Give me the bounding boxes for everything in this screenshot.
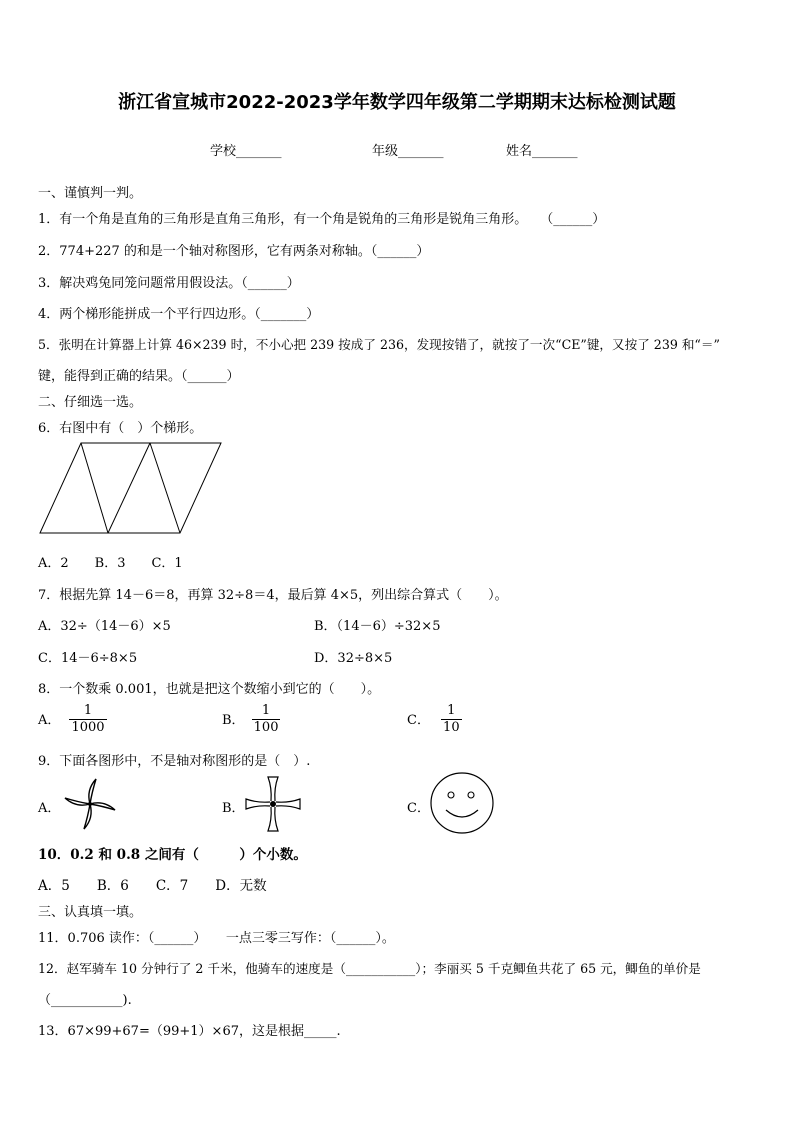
- section-heading-1: 一、谨慎判一判。: [38, 186, 143, 201]
- trapezoid-figure: [38, 440, 224, 538]
- question-10: 10．0.2 和 0.8 之间有（ ）个小数。: [38, 847, 307, 863]
- question-12-line-2: （___________).: [38, 993, 132, 1008]
- question-7-option-a: A．32÷（14－6）×5: [38, 619, 171, 634]
- question-7: 7．根据先算 14－6＝8，再算 32÷8＝4，最后算 4×5，列出综合算式（ ）。: [38, 588, 508, 603]
- question-6-options: A．2 B．3 C．1: [38, 556, 183, 571]
- section-heading-3: 三、认真填一填。: [38, 905, 143, 920]
- question-7-option-c: C．14－6÷8×5: [38, 651, 138, 666]
- fraction-b-numerator: 1: [252, 703, 281, 720]
- question-4: 4．两个梯形能拼成一个平行四边形。（_______）: [38, 307, 320, 322]
- fraction-c-denominator: 10: [443, 720, 460, 735]
- option-a-label: A．: [38, 713, 61, 728]
- question-8-option-c: [407, 703, 462, 736]
- fraction-b: [252, 703, 281, 736]
- four-petal-star-figure: [245, 776, 301, 832]
- fraction-a-numerator: 1: [69, 703, 106, 720]
- question-2: 2．774+227 的和是一个轴对称图形，它有两条对称轴。（______）: [38, 244, 430, 259]
- name-field: 姓名_______: [506, 144, 578, 159]
- question-12-line-1: 12．赵军骑车 10 分钟行了 2 千米，他骑车的速度是（___________）；李丽买 5 千克鲫鱼共花了 65 元，鲫鱼的单价是: [38, 961, 701, 976]
- question-3: 3．解决鸡兔同笼问题常用假设法。（______）: [38, 276, 300, 291]
- question-10-options: A．5 B．6 C．7 D．无数: [38, 878, 267, 894]
- question-5-line-1: 5．张明在计算器上计算 46×239 时，不小心把 239 按成了 236，发现按错了，就按了一次“CE”键，又按了 239 和“＝”: [38, 337, 720, 352]
- question-7-option-b: B．（14－6）÷32×5: [314, 619, 441, 634]
- question-9-option-a-label: A．: [38, 801, 61, 816]
- question-8: 8．一个数乘 0.001，也就是把这个数缩小到它的（ ）。: [38, 682, 381, 697]
- question-7-option-d: D．32÷8×5: [314, 651, 393, 666]
- question-5-line-2: 键，能得到正确的结果。（______）: [38, 369, 240, 384]
- section-heading-2: 二、仔细选一选。: [38, 395, 143, 410]
- school-field: 学校_______: [210, 144, 282, 159]
- pinwheel-figure: [62, 776, 118, 832]
- question-11: 11．0.706 读作：（______） 一点三零三写作：（______）。: [38, 931, 395, 946]
- fraction-c: [441, 703, 462, 736]
- smiley-face-figure: [430, 772, 496, 834]
- question-9-option-c-label: C．: [407, 801, 430, 816]
- fraction-a-denominator: 1000: [71, 720, 105, 735]
- page-title: 浙江省宣城市2022-2023学年数学四年级第二学期期末达标检测试题: [118, 92, 676, 113]
- question-9: 9．下面各图形中，不是轴对称图形的是（ ）.: [38, 754, 311, 769]
- fraction-a: [69, 703, 106, 736]
- question-9-option-b-label: B．: [222, 801, 245, 816]
- question-6: 6．右图中有（ ）个梯形。: [38, 421, 203, 436]
- fraction-c-numerator: 1: [441, 703, 462, 720]
- question-8-option-b: [222, 703, 280, 736]
- question-8-option-a: [38, 703, 107, 736]
- question-13: 13．67×99+67=（99+1）×67，这是根据_____.: [38, 1024, 341, 1039]
- question-1: 1．有一个角是直角的三角形是直角三角形，有一个角是锐角的三角形是锐角三角形。 （______）: [38, 212, 606, 227]
- grade-field: 年级_______: [372, 144, 444, 159]
- option-b-label: B．: [222, 713, 245, 728]
- fraction-b-denominator: 100: [253, 720, 279, 735]
- option-c-label: C．: [407, 713, 430, 728]
